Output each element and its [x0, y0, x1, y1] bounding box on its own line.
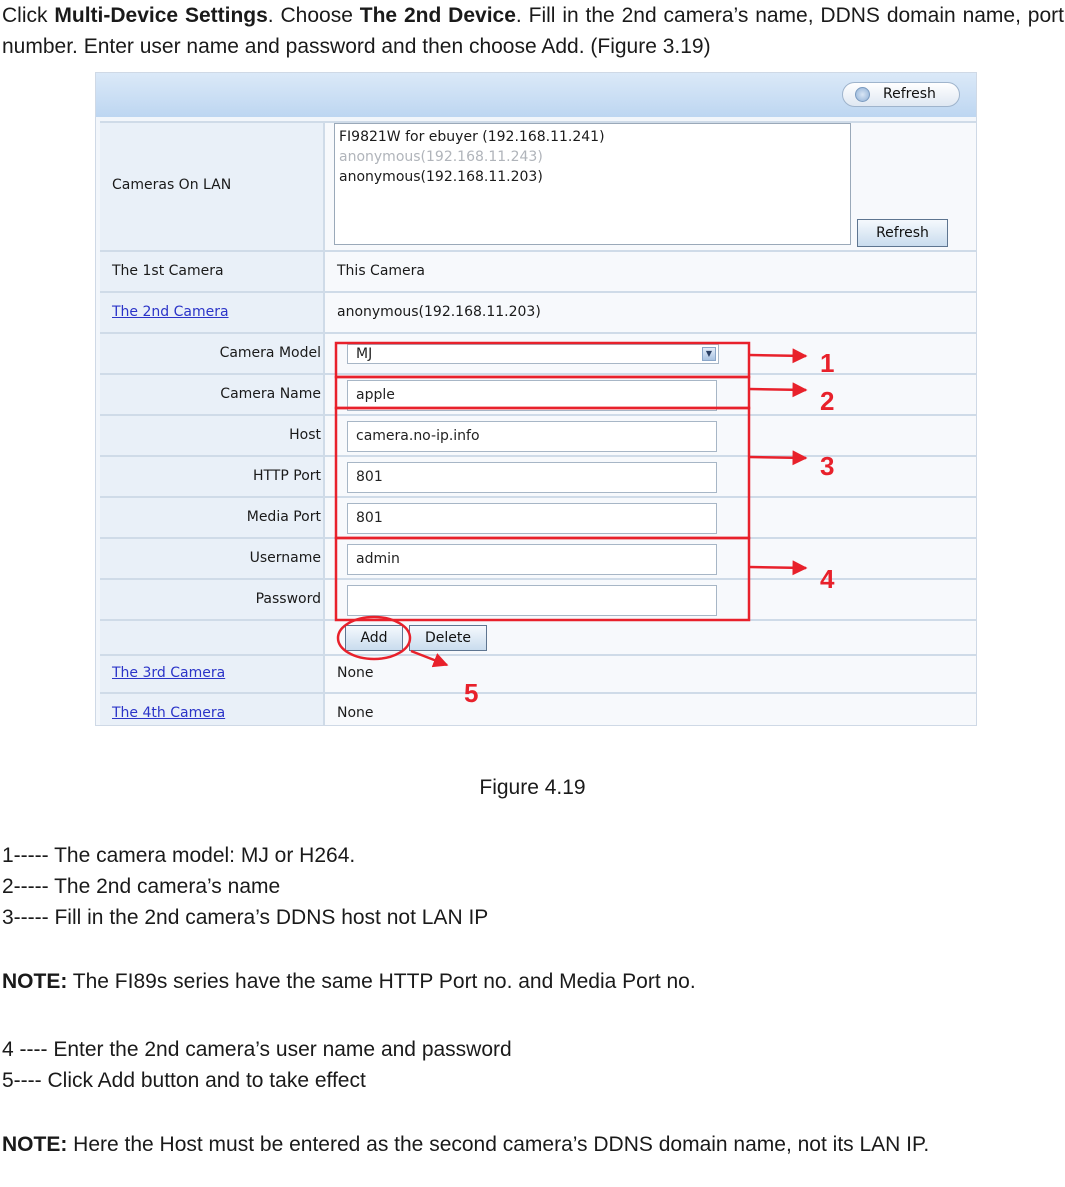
row-label-cell	[100, 416, 325, 455]
row-value-cell	[325, 293, 976, 332]
row-label-cell	[100, 123, 325, 250]
annotation-number-4: 4	[820, 564, 835, 594]
row-label-cell	[100, 498, 325, 537]
row-label-cell	[100, 656, 325, 692]
row-buttons	[100, 619, 976, 654]
row-http-port	[100, 455, 976, 496]
camera-name-input[interactable]: apple	[347, 380, 717, 411]
annotation-number-5: 5	[464, 678, 479, 708]
row-value-cell	[325, 457, 976, 496]
host-label: Host	[289, 427, 321, 443]
note-text: Here the Host must be entered as the second camera’s DDNS domain name, not its LAN IP.	[67, 1133, 930, 1156]
row-value-cell	[325, 498, 976, 537]
second-camera-value: anonymous(192.168.11.203)	[337, 304, 541, 320]
media-port-input[interactable]: 801	[347, 503, 717, 534]
fourth-camera-link[interactable]: The 4th Camera	[112, 705, 226, 721]
row-first-camera	[100, 250, 976, 291]
row-label-cell	[100, 621, 325, 654]
row-label-cell	[100, 694, 325, 725]
row-value-cell	[325, 539, 976, 578]
annotation-number-3: 3	[820, 451, 835, 481]
first-camera-value: This Camera	[337, 263, 425, 279]
camera-model-label: Camera Model	[219, 345, 321, 361]
second-camera-link[interactable]: The 2nd Camera	[112, 304, 229, 320]
add-button[interactable]: Add	[345, 625, 403, 651]
chevron-down-icon[interactable]: ▼	[702, 347, 716, 361]
note-line-3: 3----- Fill in the 2nd camera’s DDNS host not LAN IP	[2, 906, 489, 929]
password-label: Password	[255, 591, 321, 607]
lan-camera-item[interactable]: anonymous(192.168.11.243)	[339, 149, 543, 165]
refresh-icon	[855, 87, 870, 102]
row-value-cell	[325, 580, 976, 619]
camera-model-value: MJ	[356, 346, 373, 362]
row-camera-name	[100, 373, 976, 414]
row-username	[100, 537, 976, 578]
row-media-port	[100, 496, 976, 537]
top-refresh-label: Refresh	[883, 86, 936, 102]
http-port-input[interactable]: 801	[347, 462, 717, 493]
annotation-number-2: 2	[820, 386, 835, 416]
list-refresh-button[interactable]: Refresh	[857, 219, 948, 247]
host-input[interactable]: camera.no-ip.info	[347, 421, 717, 452]
intro-text: . Fill in the 2nd camera’s name, DDNS domain name, port number. Enter user name and password and then choose Add. (Figure 3.19)	[2, 4, 1064, 58]
lan-camera-item[interactable]: FI9821W for ebuyer (192.168.11.241)	[339, 129, 605, 145]
row-second-camera	[100, 291, 976, 332]
row-value-cell	[325, 656, 976, 692]
http-port-label: HTTP Port	[252, 468, 321, 484]
row-label-cell	[100, 293, 325, 332]
row-label-cell	[100, 252, 325, 291]
intro-bold-2nd-device: The 2nd Device	[359, 4, 516, 27]
note-paragraph-2	[2, 1129, 1064, 1160]
third-camera-value: None	[337, 665, 374, 681]
note-label: NOTE:	[2, 1133, 68, 1156]
lan-camera-item[interactable]: anonymous(192.168.11.203)	[339, 169, 543, 185]
row-label-cell	[100, 539, 325, 578]
third-camera-link[interactable]: The 3rd Camera	[112, 665, 226, 681]
intro-text: Click	[2, 4, 55, 27]
lan-camera-list[interactable]	[334, 123, 851, 245]
multi-device-screenshot	[95, 72, 977, 726]
figure-caption: Figure 4.19	[479, 776, 586, 799]
row-host	[100, 414, 976, 455]
intro-bold-multi-device: Multi-Device Settings	[54, 4, 268, 27]
note-line-1: 1----- The camera model: MJ or H264.	[2, 844, 356, 867]
top-bar	[96, 73, 976, 117]
fourth-camera-value: None	[337, 705, 374, 721]
row-third-camera	[100, 654, 976, 692]
row-password	[100, 578, 976, 619]
camera-name-label: Camera Name	[220, 386, 321, 402]
row-fourth-camera	[100, 692, 976, 725]
row-value-cell	[325, 375, 976, 414]
intro-text: . Choose	[267, 4, 360, 27]
row-value-cell	[325, 621, 976, 654]
username-input[interactable]: admin	[347, 544, 717, 575]
intro-paragraph	[2, 0, 1064, 62]
top-refresh-button[interactable]	[842, 82, 960, 107]
row-value-cell	[325, 252, 976, 291]
username-label: Username	[249, 550, 321, 566]
annotation-number-1: 1	[820, 348, 835, 378]
camera-model-select[interactable]	[347, 344, 719, 364]
note-line-2: 2----- The 2nd camera’s name	[2, 875, 281, 898]
delete-button[interactable]: Delete	[409, 625, 487, 651]
row-value-cell	[325, 416, 976, 455]
row-value-cell	[325, 334, 976, 373]
note-label: NOTE:	[2, 970, 68, 993]
note-line-4: 4 ---- Enter the 2nd camera’s user name and password	[2, 1038, 512, 1061]
row-camera-model	[100, 332, 976, 373]
note-line-5: 5---- Click Add button and to take effect	[2, 1069, 366, 1092]
row-label-cell	[100, 457, 325, 496]
row-label-cell	[100, 580, 325, 619]
note-text: The FI89s series have the same HTTP Port no. and Media Port no.	[67, 970, 696, 993]
row-value-cell	[325, 694, 976, 725]
password-input[interactable]	[347, 585, 717, 616]
row-label-cell	[100, 334, 325, 373]
media-port-label: Media Port	[246, 509, 321, 525]
first-camera-label: The 1st Camera	[112, 263, 224, 279]
row-label-cell	[100, 375, 325, 414]
cameras-on-lan-label: Cameras On LAN	[112, 177, 232, 193]
note-paragraph-1	[2, 966, 696, 997]
